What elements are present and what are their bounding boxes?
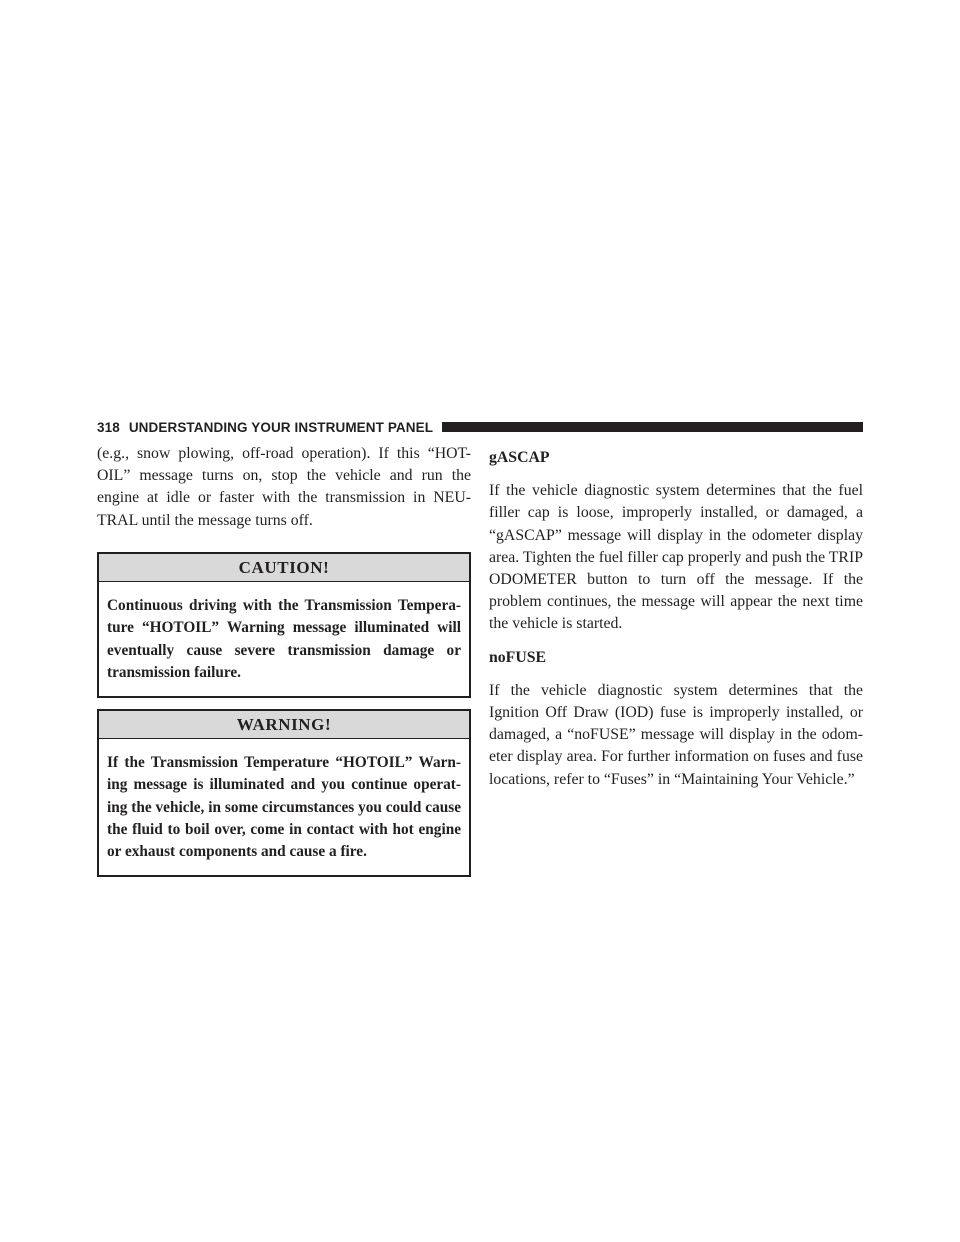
- section-title: UNDERSTANDING YOUR INSTRUMENT PANEL: [128, 419, 434, 435]
- right-column: [489, 443, 863, 802]
- left-column: [97, 443, 471, 877]
- warning-title: WARNING!: [99, 711, 469, 739]
- page-header: [97, 418, 863, 436]
- nofuse-heading: noFUSE: [489, 648, 547, 666]
- warning-text: If the Transmission Temperature “HOTOIL” Warn-ing message is illuminated and you continue operat-ing the vehicle, in some circumstances you could cause the fluid to boil over, come in contact with hot engine or exhaust components and cause a fire.: [107, 753, 461, 861]
- gascap-heading: gASCAP: [489, 449, 550, 466]
- warning-box: [97, 709, 471, 877]
- caution-box: [97, 552, 471, 698]
- caution-title: CAUTION!: [99, 554, 469, 582]
- caution-text: Continuous driving with the Transmission Tempera-ture “HOTOIL” Warning message illuminated will eventually cause severe transmission damage or transmission failure.: [107, 597, 461, 682]
- header-rule: [442, 422, 863, 432]
- nofuse-paragraph: If the vehicle diagnostic system determines that the Ignition Off Draw (IOD) fuse is improperly installed, or damaged, a “noFUSE” message will display in the odom-eter display area. For further information on fuses and fuse locations, refer to “Fuses” in “Maintaining Your Vehicle.”: [489, 681, 863, 788]
- intro-paragraph: (e.g., snow plowing, off-road operation). If this “HOT-OIL” message turns on, stop the vehicle and run the engine at idle or faster with the transmission in NEU-TRAL until the message turns off.: [97, 445, 471, 529]
- page-number: 318: [97, 419, 120, 435]
- gascap-paragraph: If the vehicle diagnostic system determines that the fuel filler cap is loose, improperly installed, or damaged, a “gASCAP” message will display in the odometer display area. Tighten the fuel filler cap properly and push the TRIP ODOMETER button to turn off the message. If the problem continues, the message will appear the next time the vehicle is started.: [489, 482, 863, 633]
